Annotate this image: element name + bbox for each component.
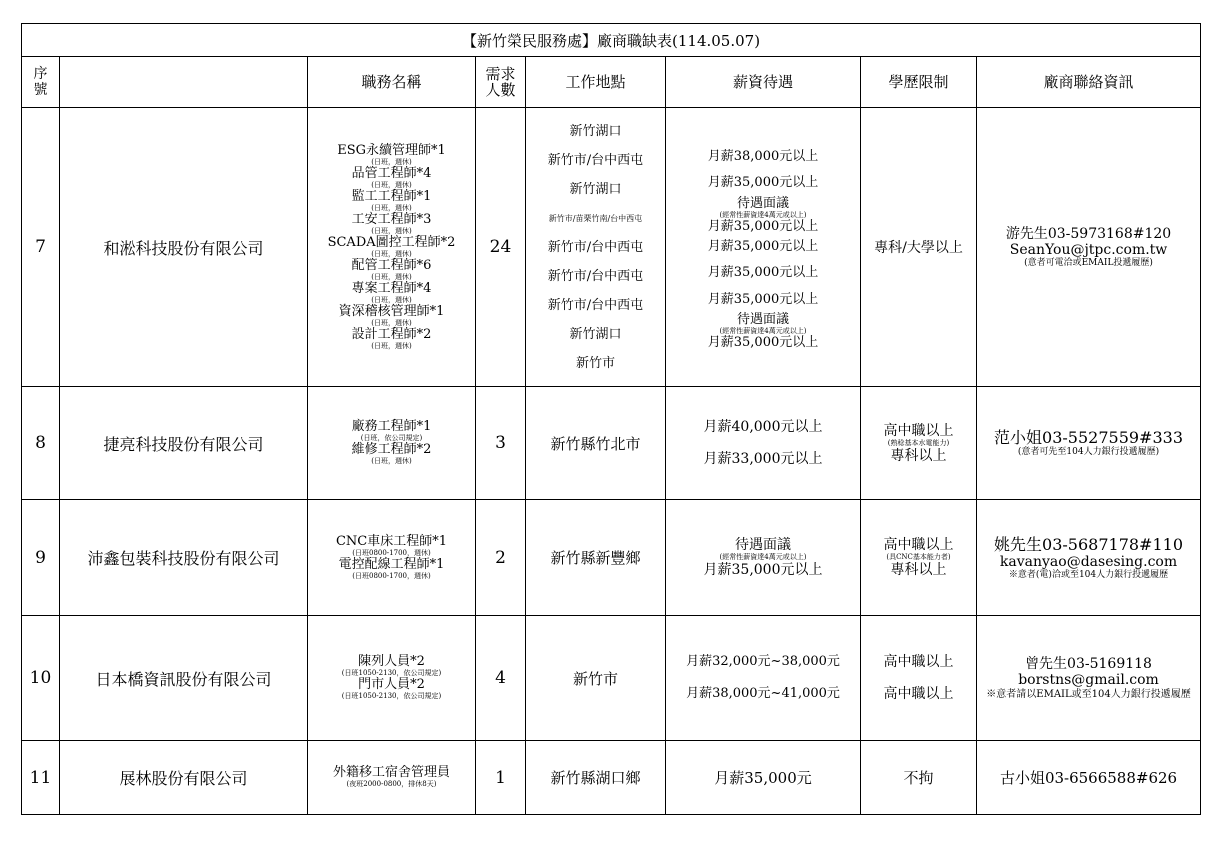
headcount: 24 (476, 108, 526, 387)
salary-list (666, 500, 861, 616)
contact-name: 曾先生03-5169118 (1025, 655, 1152, 672)
position-note: (日班1050-2130，依公司規定) (341, 692, 442, 700)
contact-name: 姚先生03-5687178#110 (994, 534, 1184, 554)
header-row (22, 57, 1201, 108)
table-row (22, 616, 1201, 741)
position-title: CNC車床工程師*1 (335, 533, 448, 549)
salary: 月薪35,000元以上 (703, 562, 823, 578)
location: 新竹市/台中西屯 (547, 297, 644, 313)
position-title: ESG永續管理師*1 (337, 142, 446, 158)
position-note: (日班，週休) (371, 295, 412, 304)
position-note: (日班，依公司規定) (360, 434, 423, 442)
job-vacancy-table (21, 23, 1201, 815)
table-row (22, 387, 1201, 500)
education-note: (具CNC基本能力者) (886, 553, 951, 561)
salary-negotiable: 待遇面議 (736, 195, 789, 211)
contact-info (977, 108, 1201, 387)
salary-group (666, 313, 860, 350)
education: 不拘 (861, 741, 977, 815)
headcount: 1 (476, 741, 526, 815)
position-note: (日班，週休) (371, 157, 412, 166)
position-list (308, 741, 476, 815)
row-seq: 7 (22, 108, 60, 387)
education: 專科/大學以上 (861, 108, 977, 387)
location: 新竹縣新豐鄉 (526, 500, 666, 616)
contact-info (977, 500, 1201, 616)
row-seq: 9 (22, 500, 60, 616)
education-line: 高中職以上 (883, 686, 954, 702)
position-note: (日班，週休) (371, 180, 412, 189)
position-note: (日班0800-1700，週休) (352, 548, 431, 557)
table-row (22, 500, 1201, 616)
salary: 月薪38,000元以上 (707, 148, 819, 164)
salary-list (666, 108, 861, 387)
position-title: 廠務工程師*1 (351, 419, 432, 434)
contact-name: 范小姐03-5527559#333 (994, 428, 1184, 447)
location-list (526, 108, 666, 387)
position-note: (日班，週休) (371, 457, 412, 465)
header-position: 職務名稱 (308, 57, 476, 108)
location: 新竹湖口 (569, 123, 622, 139)
position-title: 陳列人員*2 (358, 654, 425, 669)
position-note: (日班1050-2130，依公司規定) (341, 669, 442, 677)
position-title: 配管工程師*6 (351, 257, 432, 273)
position-title: 設計工程師*2 (351, 326, 432, 342)
contact-note: ※意者請以EMAIL或至104人力銀行投遞履歷 (986, 688, 1191, 700)
education (861, 387, 977, 500)
location: 新竹湖口 (569, 326, 622, 342)
company-name: 和淞科技股份有限公司 (60, 108, 308, 387)
position-title: 資深稽核管理師*1 (338, 303, 445, 319)
position-title: 電控配線工程師*1 (338, 556, 445, 572)
position-title: 品管工程師*4 (351, 165, 432, 181)
headcount: 3 (476, 387, 526, 500)
contact-name: 游先生03-5973168#120 (1005, 225, 1172, 242)
education-note: (熟稔基本水電能力) (887, 438, 950, 447)
education-line: 高中職以上 (883, 422, 954, 439)
position-list (308, 387, 476, 500)
table-row (22, 741, 1201, 815)
position-title: 維修工程師*2 (351, 442, 432, 457)
salary: 月薪35,000元以上 (707, 335, 819, 351)
header-location: 工作地點 (526, 57, 666, 108)
contact-note: (意者可先至104人力銀行投遞履歷) (1017, 447, 1160, 457)
row-seq: 8 (22, 387, 60, 500)
position-note: (日班，週休) (371, 249, 412, 258)
salary-note: (經常性薪資達4萬元或以上) (719, 553, 807, 561)
salary: 月薪40,000元以上 (703, 419, 823, 435)
salary-note: (經常性薪資達4萬元或以上) (719, 210, 807, 219)
header-education: 學歷限制 (861, 57, 977, 108)
contact-email: borstns@gmail.com (1018, 671, 1159, 688)
headcount: 4 (476, 616, 526, 741)
salary: 月薪32,000元~38,000元 (686, 654, 840, 669)
salary: 月薪35,000元以上 (707, 291, 819, 307)
location: 新竹市/台中西屯 (547, 268, 644, 284)
salary-negotiable: 待遇面議 (735, 537, 791, 553)
education-line: 高中職以上 (883, 537, 954, 553)
row-seq: 11 (22, 741, 60, 815)
position-list (308, 108, 476, 387)
position-note: (日班0800-1700，週休) (352, 571, 431, 580)
position-note: (日班，週休) (371, 341, 412, 350)
location: 新竹市/苗栗竹南/台中西屯 (548, 213, 643, 223)
header-company (60, 57, 308, 108)
salary-note: (經常性薪資達4萬元或以上) (719, 327, 807, 336)
salary: 月薪33,000元以上 (703, 451, 823, 467)
company-name: 日本橋資訊股份有限公司 (60, 616, 308, 741)
position-note: (日班，週休) (371, 203, 412, 212)
header-seq: 序號 (22, 57, 60, 108)
contact-email: kavanyao@dasesing.com (999, 553, 1178, 570)
location: 新竹市 (526, 616, 666, 741)
position-note: (日班，週休) (371, 318, 412, 327)
position-title: SCADA圖控工程師*2 (327, 234, 456, 250)
salary-group (666, 197, 860, 234)
header-salary: 薪資待遇 (666, 57, 861, 108)
position-title: 外籍移工宿舍管理員 (332, 765, 450, 780)
salary: 月薪35,000元以上 (707, 265, 819, 281)
education (861, 500, 977, 616)
position-title: 門市人員*2 (358, 677, 425, 692)
position-list (308, 500, 476, 616)
salary-list (666, 387, 861, 500)
header-count: 需求人數 (476, 57, 526, 108)
company-name: 捷亮科技股份有限公司 (60, 387, 308, 500)
contact-info (977, 616, 1201, 741)
position-note: (夜班2000-0800，排休8天) (346, 780, 437, 788)
company-name: 沛鑫包裝科技股份有限公司 (60, 500, 308, 616)
position-note: (日班，週休) (371, 272, 412, 281)
contact-info (977, 387, 1201, 500)
education-line: 專科以上 (890, 447, 947, 464)
contact-note: ※意者(電)洽或至104人力銀行投遞履歷 (1008, 569, 1169, 580)
salary-list (666, 616, 861, 741)
table-row (22, 108, 1201, 387)
header-contact: 廠商聯絡資訊 (977, 57, 1201, 108)
location: 新竹市/台中西屯 (547, 239, 644, 255)
contact-name: 古小姐03-6566588#626 (977, 741, 1201, 815)
position-list (308, 616, 476, 741)
headcount: 2 (476, 500, 526, 616)
position-note: (日班，週休) (371, 226, 412, 235)
education-line: 專科以上 (890, 562, 947, 578)
salary: 月薪35,000元以上 (707, 238, 819, 254)
position-title: 專案工程師*4 (351, 280, 432, 296)
salary: 月薪38,000元~41,000元 (686, 686, 840, 701)
salary: 月薪35,000元以上 (707, 175, 819, 191)
contact-email: SeanYou@jtpc.com.tw (1009, 241, 1168, 258)
contact-note: (意者可電洽或EMAIL投遞履歷) (1024, 257, 1153, 268)
salary: 月薪35,000元以上 (707, 218, 819, 234)
company-name: 展林股份有限公司 (60, 741, 308, 815)
position-title: 監工工程師*1 (351, 188, 432, 204)
location: 新竹湖口 (569, 181, 622, 197)
location: 新竹縣湖口鄉 (526, 741, 666, 815)
education-line: 高中職以上 (883, 654, 954, 670)
location: 新竹市/台中西屯 (547, 152, 644, 168)
location: 新竹縣竹北市 (526, 387, 666, 500)
salary-negotiable: 待遇面議 (736, 312, 789, 328)
location: 新竹市 (575, 355, 615, 371)
position-title: 工安工程師*3 (351, 211, 432, 227)
education (861, 616, 977, 741)
salary: 月薪35,000元 (666, 741, 861, 815)
row-seq: 10 (22, 616, 60, 741)
page-title: 【新竹榮民服務處】廠商職缺表(114.05.07) (22, 24, 1201, 57)
